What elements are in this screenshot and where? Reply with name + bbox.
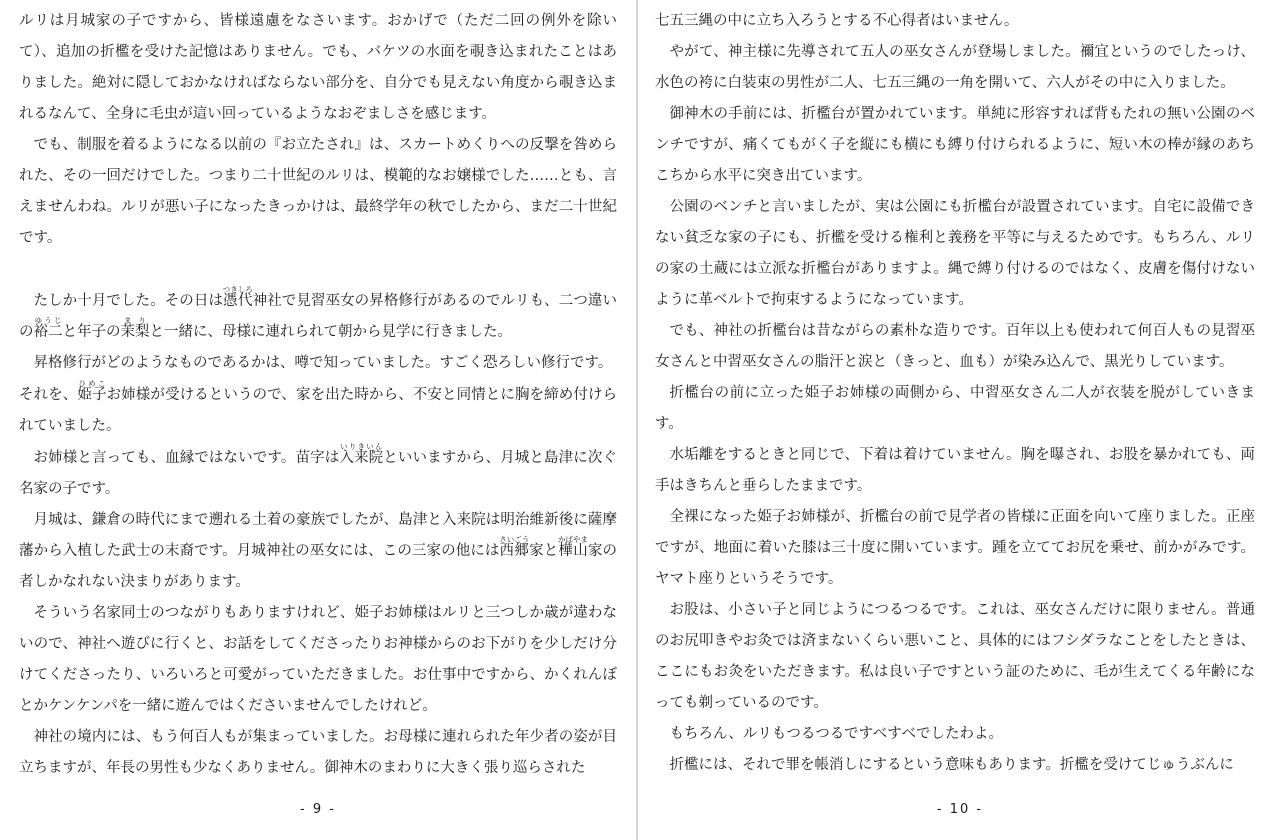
text-run: 神社の境内には、もう何百人もが集まっていました。お母様に連れられた年少者の姿が目立ちますが、年長の男性も少なくありません。御神木のまわりに大きく張り巡らされた	[19, 729, 617, 776]
text-run: でも、神社の折檻台は昔ながらの素朴な造りです。百年以上も使われて何百人もの見習巫女さんと中習巫女さんの脂汗と涙と（きっと、血も）が染み込んで、黒光りしています。	[655, 323, 1255, 370]
ruby-reading: いりきいん	[339, 442, 384, 451]
paragraph	[19, 442, 617, 505]
paragraph	[19, 130, 617, 254]
paragraph	[655, 192, 1255, 316]
ruby-base: 姫子	[77, 387, 107, 403]
text-run: お姉様が受けるというので、家を出た時から、不安と同情とに胸を締め付けられていました。	[19, 387, 618, 434]
ruby-reading: ひめこ	[77, 379, 107, 388]
text-run: ルリは月城家の子ですから、皆様遠慮をなさいます。おかげで（ただ二回の例外を除いて）、追加の折檻を受けた記憶はありません。でも、バケツの水面を覗き込まれたことはありました。絶対に隠しておかなければならない部分を、自分でも見えない角度から覗き込まれるなんて、全身に毛虫が這い回っているようなおぞましさを感じます。	[19, 13, 617, 122]
text-run: そういう名家同士のつながりもありますけれど、姫子お姉様はルリと三つしか歳が違わないので、神社へ遊びに行くと、お話をしてくださったりお神様からのお下がりを少しだけ分けてくださったり、いろいろと可愛がっていただきました。お仕事中ですから、かくれんぼとかケンケンパを一緒に遊んではくださいませんでしたけれど。	[19, 605, 617, 714]
ruby-reading: さいごう	[499, 535, 530, 544]
text-run: 折檻には、それで罪を帳消しにするという意味もあります。折檻を受けてじゅうぶんに	[669, 757, 1234, 773]
text-run: 昇格修行がどのようなものであるかは、噂で知っていました。すごく恐ろしい修行です。	[33, 355, 613, 371]
text-run: と一緒に、母様に連れられて朝から見学に行きました。	[149, 324, 512, 340]
text-run: 水垢離をするときと同じで、下着は着けていません。胸を曝され、お股を暴かれても、両手はきちんと垂らしたままです。	[655, 447, 1255, 494]
page-divider	[636, 0, 638, 840]
paragraph	[19, 348, 617, 379]
paragraph	[19, 379, 617, 442]
text-run: 公園のベンチと言いましたが、実は公園にも折檻台が設置されています。自宅に設備できない貧乏な家の子にも、折檻を受ける権利と義務を平等に与えるためです。もちろん、ルリの家の土蔵には立派な折檻台がありますよ。縄で縛り付けるのではなく、皮膚を傷付けないように革ベルトで拘束するようになっています。	[655, 199, 1255, 308]
right-page	[640, 0, 1280, 840]
ruby-reading: ゆうじ	[33, 316, 63, 325]
left-page-text	[19, 6, 617, 784]
paragraph	[655, 750, 1255, 781]
text-run: 七五三縄の中に立ち入ろうとする不心得者はいません。	[655, 13, 1019, 29]
paragraph	[655, 719, 1255, 750]
text-run: お股は、小さい子と同じようにつるつるです。これは、巫女さんだけに限りません。普通のお尻叩きやお灸では済まないくらい悪いこと、具体的にはフシダラなことをしたときは、ここにもお灸をいただきます。私は良い子ですという証のために、毛が生えてくる年齢になっても剃っているのです。	[655, 602, 1255, 711]
ruby-word	[33, 316, 63, 340]
ruby-base: 入来院	[339, 450, 384, 466]
paragraph	[655, 378, 1255, 440]
paragraph	[655, 502, 1255, 595]
ruby-base: 西郷	[499, 543, 530, 559]
text-run: やがて、神主様に先導されて五人の巫女さんが登場しました。禰宜というのでしたっけ、水色の袴に白装束の男性が二人、七五三縄の一角を開いて、六人がその中に入りました。	[655, 44, 1255, 91]
text-run: でも、制服を着るようになる以前の『お立たされ』は、スカートめくりへの反撃を咎められた、その一回だけでした。つまり二十世紀のルリは、模範的なお嬢様でした……とも、言えませんわね。ルリが悪い子になったきっかけは、最終学年の秋でしたから、まだ二十世紀です。	[19, 137, 617, 246]
ruby-base: 憑代	[222, 293, 253, 309]
paragraph	[19, 598, 617, 722]
text-run: もちろん、ルリもつるつるですべすべでしたわよ。	[669, 726, 1003, 742]
text-run: といいますから、月城と島津に次ぐ名家の子です。	[19, 450, 618, 497]
ruby-word	[499, 535, 530, 559]
ruby-word	[558, 535, 589, 559]
left-page	[0, 0, 636, 840]
left-page-number: - 9 -	[300, 802, 336, 817]
ruby-word	[222, 285, 253, 309]
text-run: 御神木の手前には、折檻台が置かれています。単純に形容すれば背もたれの無い公園のベンチですが、痛くてもがく子を縦にも横にも縛り付けられるように、短い木の棒が縁のあちこちから水平に突き出ています。	[655, 106, 1255, 184]
right-page-number: - 10 -	[936, 802, 984, 817]
text-run: たしか十月でした。その日は	[33, 293, 224, 309]
ruby-base: 茉梨	[120, 324, 150, 340]
paragraph	[655, 99, 1255, 192]
text-run: 全裸になった姫子お姉様が、折檻台の前で見学者の皆様に正面を向いて座りました。正座ですが、地面に着いた膝は三十度に開いています。踵を立ててお尻を乗せ、前かがみです。ヤマト座りというそうです。	[655, 509, 1255, 587]
text-run: と年子の	[62, 324, 121, 340]
paragraph	[655, 440, 1255, 502]
text-run: それを、	[19, 387, 78, 403]
paragraph	[655, 37, 1255, 99]
ruby-word	[77, 379, 107, 403]
paragraph-spacer	[19, 254, 617, 285]
paragraph	[655, 6, 1255, 37]
right-page-text	[655, 6, 1255, 781]
paragraph	[19, 6, 617, 130]
ruby-reading: かばやま	[558, 535, 589, 544]
ruby-word	[339, 442, 384, 466]
paragraph	[655, 595, 1255, 719]
text-run: 神社で見習巫女の昇格修行があるのでルリも、二つ違いの	[19, 293, 618, 340]
ruby-reading: まり	[120, 316, 150, 325]
text-run: お姉様と言っても、血縁ではないです。苗字は	[33, 450, 340, 466]
text-run: 家の者しかなれない決まりがあります。	[19, 543, 618, 590]
paragraph	[19, 285, 617, 348]
text-run: 月城は、鎌倉の時代にまで遡れる土着の豪族でしたが、島津と入来院は明治維新後に薩摩藩から入植した武士の末裔です。月城神社の巫女には、この三家の他には	[19, 512, 617, 559]
ruby-word	[120, 316, 150, 340]
ruby-base: 裕二	[33, 324, 63, 340]
paragraph	[655, 316, 1255, 378]
ruby-base: 樺山	[558, 543, 589, 559]
ruby-reading: つきしろ	[222, 285, 253, 294]
text-run: 家と	[529, 543, 559, 559]
paragraph	[19, 722, 617, 784]
paragraph	[19, 505, 617, 598]
text-run: 折檻台の前に立った姫子お姉様の両側から、中習巫女さん二人が衣装を脱がしていきます。	[655, 385, 1255, 432]
